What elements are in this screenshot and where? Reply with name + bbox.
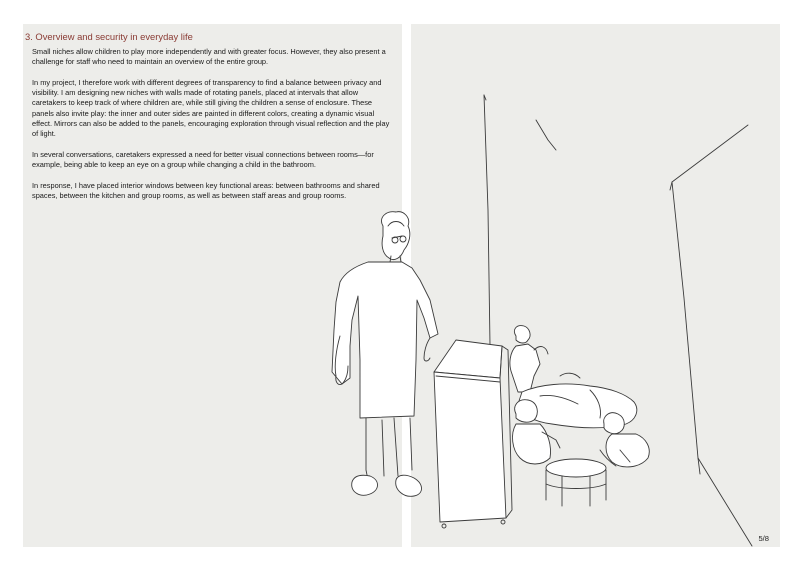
right-page [411,24,780,547]
paragraph: In my project, I therefore work with different degrees of transparency to find a balance between privacy and visibility. I am designing new niches with walls made of rotating panels, placed at intervals that allow caretakers to keep track of where children are, while still giving the children a sense of enclosure. These panels also invite play: the inner and outer sides are painted in different colors, creating a dynamic visual effect. Mirrors can also be added to the panels, encouraging exploration through visual reflection and the play of light. [32,77,390,139]
page-number: 5/8 [758,534,769,543]
paragraph: Small niches allow children to play more independently and with greater focus. However, they also present a challenge for staff who need to maintain an overview of the entire group. [32,47,386,67]
section-heading: 3. Overview and security in everyday life [25,31,193,42]
left-page [23,24,402,547]
paragraph: In several conversations, caretakers expressed a need for better visual connections between rooms—for example, being able to keep an eye on a group while changing a child in the bathroom. [32,149,374,170]
body-text [32,47,390,212]
paragraph: In response, I have placed interior windows between key functional areas: between bathrooms and shared spaces, between the kitchen and group rooms, as well as between staff areas and group rooms. [32,180,380,201]
